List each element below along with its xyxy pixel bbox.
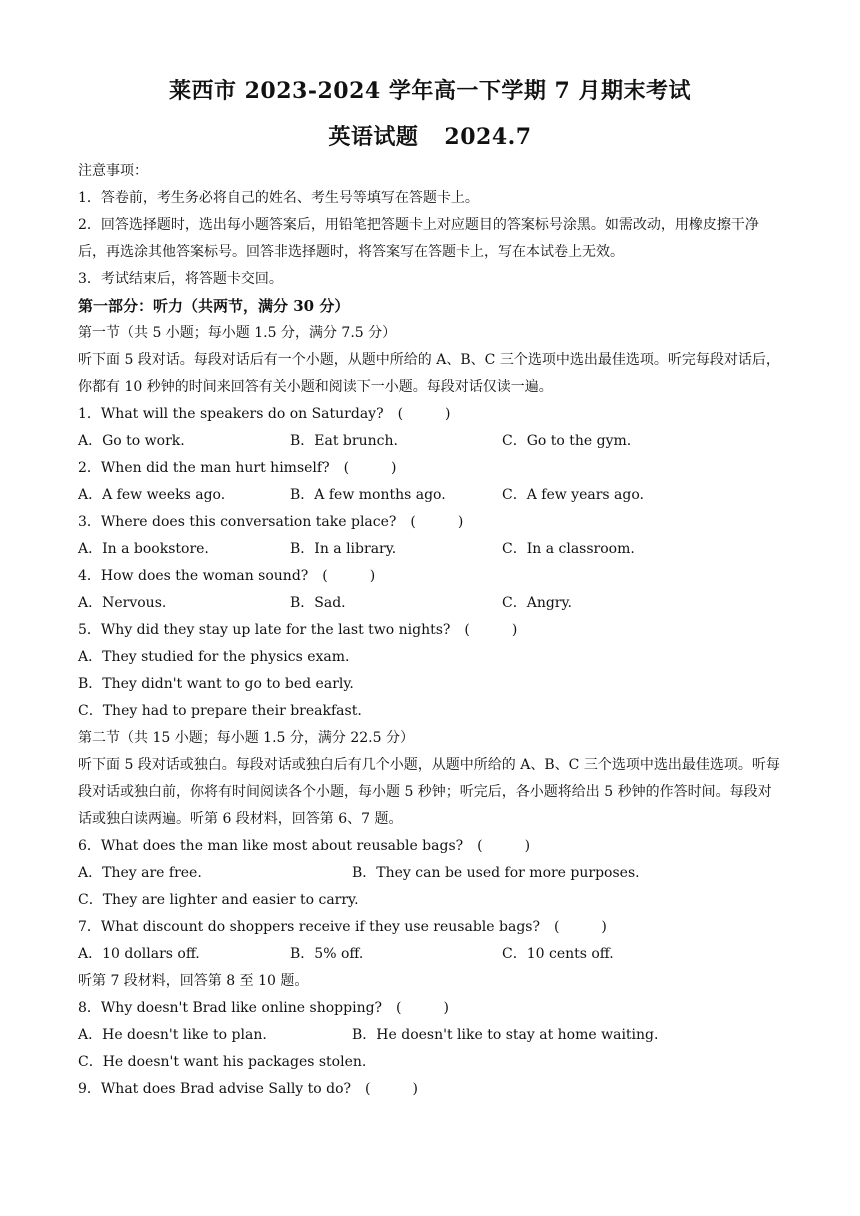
- option-a: A．He doesn't like to plan.: [78, 1027, 267, 1043]
- section-instructions: 听下面 5 段对话或独白。每段对话或独白后有几个小题，从题中所给的 A、B、C 三个选项中选出最佳选项。听每段对话或独白前，你将有时间阅读各个小题，每小题 5 秒钟；听完后，各小题将给出 5 秒钟的作答时间。每段对话或独白读两遍。听第 6 段材料，回答第 6、7 题。: [78, 757, 780, 827]
- option-a: A．They are free.: [78, 865, 202, 881]
- option-c: C．Go to the gym.: [502, 433, 632, 449]
- question-options: [78, 482, 784, 509]
- option-c: C．They had to prepare their breakfast.: [78, 703, 362, 719]
- option-b: B．Sad.: [290, 595, 346, 611]
- option-a: A．10 dollars off.: [78, 946, 200, 962]
- section-heading: 第一节（共 5 小题；每小题 1.5 分，满分 7.5 分）: [78, 325, 397, 341]
- option-c: C．In a classroom.: [502, 541, 635, 557]
- question-stem: 7．What discount do shoppers receive if they use reusable bags? ( ): [78, 919, 607, 935]
- question-stem: 8．Why doesn't Brad like online shopping? ( ): [78, 1000, 449, 1016]
- question-options: [78, 536, 784, 563]
- notice-item: 3．考试结束后，将答题卡交回。: [78, 271, 283, 287]
- question-options: [78, 428, 784, 455]
- option-b: B．They didn't want to go to bed early.: [78, 676, 354, 692]
- option-b: B．He doesn't like to stay at home waiting.: [352, 1027, 659, 1043]
- option-c: C．10 cents off.: [502, 946, 614, 962]
- option-b: B．In a library.: [290, 541, 397, 557]
- option-c: C．They are lighter and easier to carry.: [78, 892, 359, 908]
- option-b: B．Eat brunch.: [290, 433, 398, 449]
- exam-body: [78, 158, 784, 1103]
- notice-item: 1．答卷前，考生务必将自己的姓名、考生号等填写在答题卡上。: [78, 190, 479, 206]
- option-a: A．Go to work.: [78, 433, 185, 449]
- subject-label: 英语试题: [328, 124, 419, 150]
- question-stem: 2．When did the man hurt himself? ( ): [78, 460, 397, 476]
- exam-date: 2024.7: [444, 124, 532, 150]
- question-stem: 5．Why did they stay up late for the last two nights? ( ): [78, 622, 518, 638]
- question-stem: 9．What does Brad advise Sally to do? ( ): [78, 1081, 418, 1097]
- question-options: [78, 590, 784, 617]
- option-b: B．5% off.: [290, 946, 364, 962]
- exam-subtitle: [0, 120, 860, 151]
- question-stem: 1．What will the speakers do on Saturday? ( ): [78, 406, 451, 422]
- option-b: B．They can be used for more purposes.: [352, 865, 640, 881]
- option-b: B．A few months ago.: [290, 487, 446, 503]
- option-a: A．They studied for the physics exam.: [78, 649, 350, 665]
- question-stem: 4．How does the woman sound? ( ): [78, 568, 376, 584]
- material-instruction: 听第 7 段材料，回答第 8 至 10 题。: [78, 973, 309, 989]
- question-stem: 6．What does the man like most about reusable bags? ( ): [78, 838, 531, 854]
- option-a: A．Nervous.: [78, 595, 167, 611]
- notice-item: 2．回答选择题时，选出每小题答案后，用铅笔把答题卡上对应题目的答案标号涂黑。如需改动，用橡皮擦干净后，再选涂其他答案标号。回答非选择题时，将答案写在答题卡上，写在本试卷上无效。: [78, 217, 759, 260]
- question-options: [78, 1022, 784, 1049]
- option-c: C．Angry.: [502, 595, 572, 611]
- section-instructions: 听下面 5 段对话。每段对话后有一个小题，从题中所给的 A、B、C 三个选项中选出最佳选项。听完每段对话后，你都有 10 秒钟的时间来回答有关小题和阅读下一小题。每段对话仅读一遍。: [78, 352, 780, 395]
- notice-heading: 注意事项：: [78, 163, 148, 179]
- option-a: A．A few weeks ago.: [78, 487, 226, 503]
- exam-title: 莱西市 2023-2024 学年高一下学期 7 月期末考试: [168, 78, 692, 104]
- option-c: C．A few years ago.: [502, 487, 644, 503]
- option-c: C．He doesn't want his packages stolen.: [78, 1054, 367, 1070]
- section-heading: 第二节（共 15 小题；每小题 1.5 分，满分 22.5 分）: [78, 730, 414, 746]
- question-options: [78, 941, 784, 968]
- question-options: [78, 860, 784, 887]
- option-a: A．In a bookstore.: [78, 541, 209, 557]
- question-stem: 3．Where does this conversation take place? ( ): [78, 514, 464, 530]
- part-heading: 第一部分：听力（共两节，满分 30 分）: [78, 297, 350, 315]
